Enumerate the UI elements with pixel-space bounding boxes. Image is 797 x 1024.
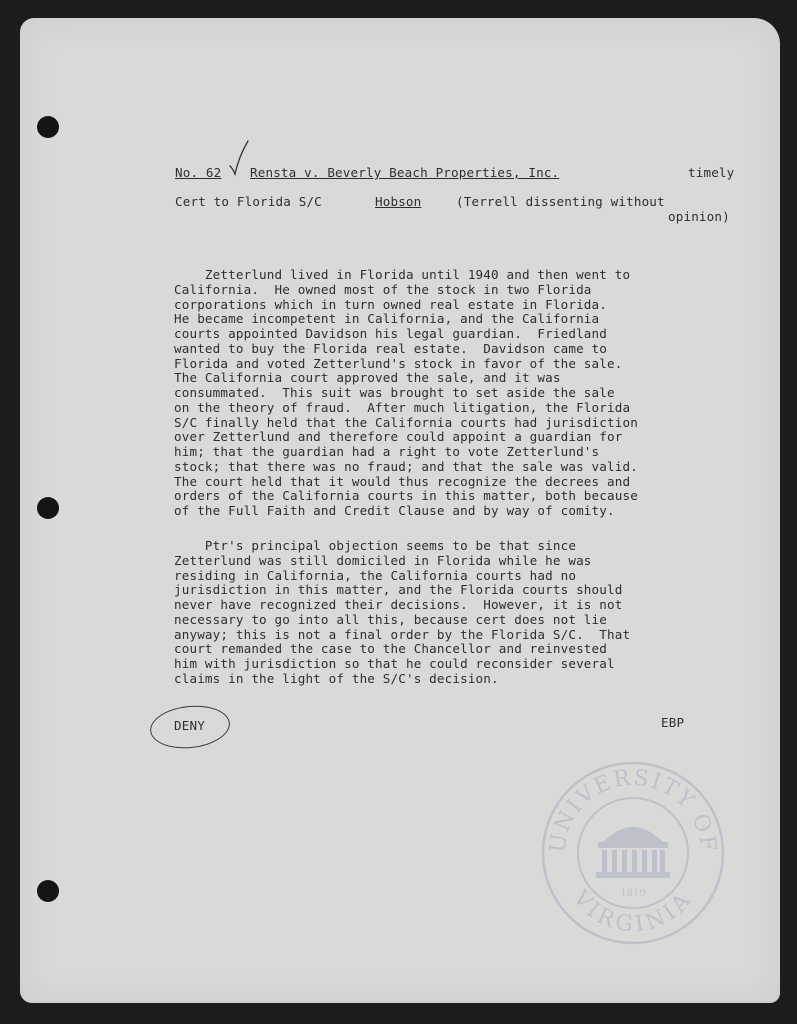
timeliness-note: timely <box>688 165 735 180</box>
paragraph-2-line: Zetterlund was still domiciled in Florida while he was <box>174 552 592 568</box>
paragraph-2-line: jurisdiction in this matter, and the Florida courts should <box>174 582 623 598</box>
binder-hole-middle <box>37 497 59 519</box>
binder-hole-top <box>37 116 59 138</box>
paragraph-1-line: wanted to buy the Florida real estate. Davidson came to <box>174 340 607 356</box>
paragraph-2-line: claims in the light of the S/C's decision. <box>174 670 499 686</box>
paragraph-1-line: The court held that it would thus recognize the decrees and <box>174 473 631 489</box>
paragraph-1-line: over Zetterlund and therefore could appoint a guardian for <box>174 429 623 445</box>
university-seal-watermark <box>540 760 726 946</box>
paragraph-2-line: Ptr's principal objection seems to be that since <box>174 538 577 553</box>
cert-to-line: Cert to Florida S/C <box>175 194 322 209</box>
paragraph-1-line: stock; that there was no fraud; and that the sale was valid. <box>174 458 638 474</box>
paragraph-1-line: of the Full Faith and Credit Clause and by way of comity. <box>174 503 615 518</box>
seal-year: 1819 <box>620 888 646 899</box>
paragraph-1-line: Zetterlund lived in Florida until 1940 and then went to <box>174 267 631 282</box>
paragraph-1-line: Florida and voted Zetterlund's stock in favor of the sale. <box>174 355 623 371</box>
paragraph-1-line: on the theory of fraud. After much litigation, the Florida <box>174 399 631 415</box>
disposition-deny: DENY <box>174 718 205 733</box>
paragraph-1-line: orders of the California courts in this matter, both because <box>174 488 638 504</box>
seal-bottom-text: VIRGINIA <box>567 885 699 938</box>
paragraph-1-line: courts appointed Davidson his legal guardian. Friedland <box>174 326 607 341</box>
case-number: No. 62 <box>175 165 222 180</box>
paragraph-1-line: him; that the guardian had a right to vote Zetterlund's <box>174 444 600 459</box>
paragraph-1-line: corporations which in turn owned real estate in Florida. <box>174 296 607 312</box>
case-title: Rensta v. Beverly Beach Properties, Inc. <box>250 165 560 180</box>
paragraph-1-line: California. He owned most of the stock in two Florida <box>174 281 592 297</box>
paragraph-1-line: He became incompetent in California, and the California <box>174 311 600 327</box>
rotunda-icon <box>596 827 670 878</box>
paragraph-2-line: court remanded the case to the Chancellor and reinvested <box>174 641 607 657</box>
author-initials: EBP <box>661 715 685 730</box>
dissent-note-line2: opinion) <box>668 209 730 224</box>
seal-top-text: UNIVERSITY OF <box>545 765 721 855</box>
paragraph-1-line: consummated. This suit was brought to set aside the sale <box>174 385 615 400</box>
paragraph-2-line: him with jurisdiction so that he could reconsider several <box>174 656 615 671</box>
paragraph-1-line: S/C finally held that the California courts had jurisdiction <box>174 414 638 430</box>
binder-hole-bottom <box>37 880 59 902</box>
dissent-note-line1: (Terrell dissenting without <box>456 194 665 209</box>
paragraph-1-line: The California court approved the sale, and it was <box>174 370 561 386</box>
memo-paragraph-2 <box>174 539 630 687</box>
paragraph-2-line: never have recognized their decisions. However, it is not <box>174 597 623 612</box>
paragraph-2-line: anyway; this is not a final order by the Florida S/C. That <box>174 626 631 642</box>
memo-paragraph-1 <box>174 268 638 519</box>
paragraph-2-line: residing in California, the California courts had no <box>174 567 577 583</box>
paragraph-2-line: necessary to go into all this, because cert does not lie <box>174 611 607 627</box>
judge-name: Hobson <box>375 194 422 209</box>
